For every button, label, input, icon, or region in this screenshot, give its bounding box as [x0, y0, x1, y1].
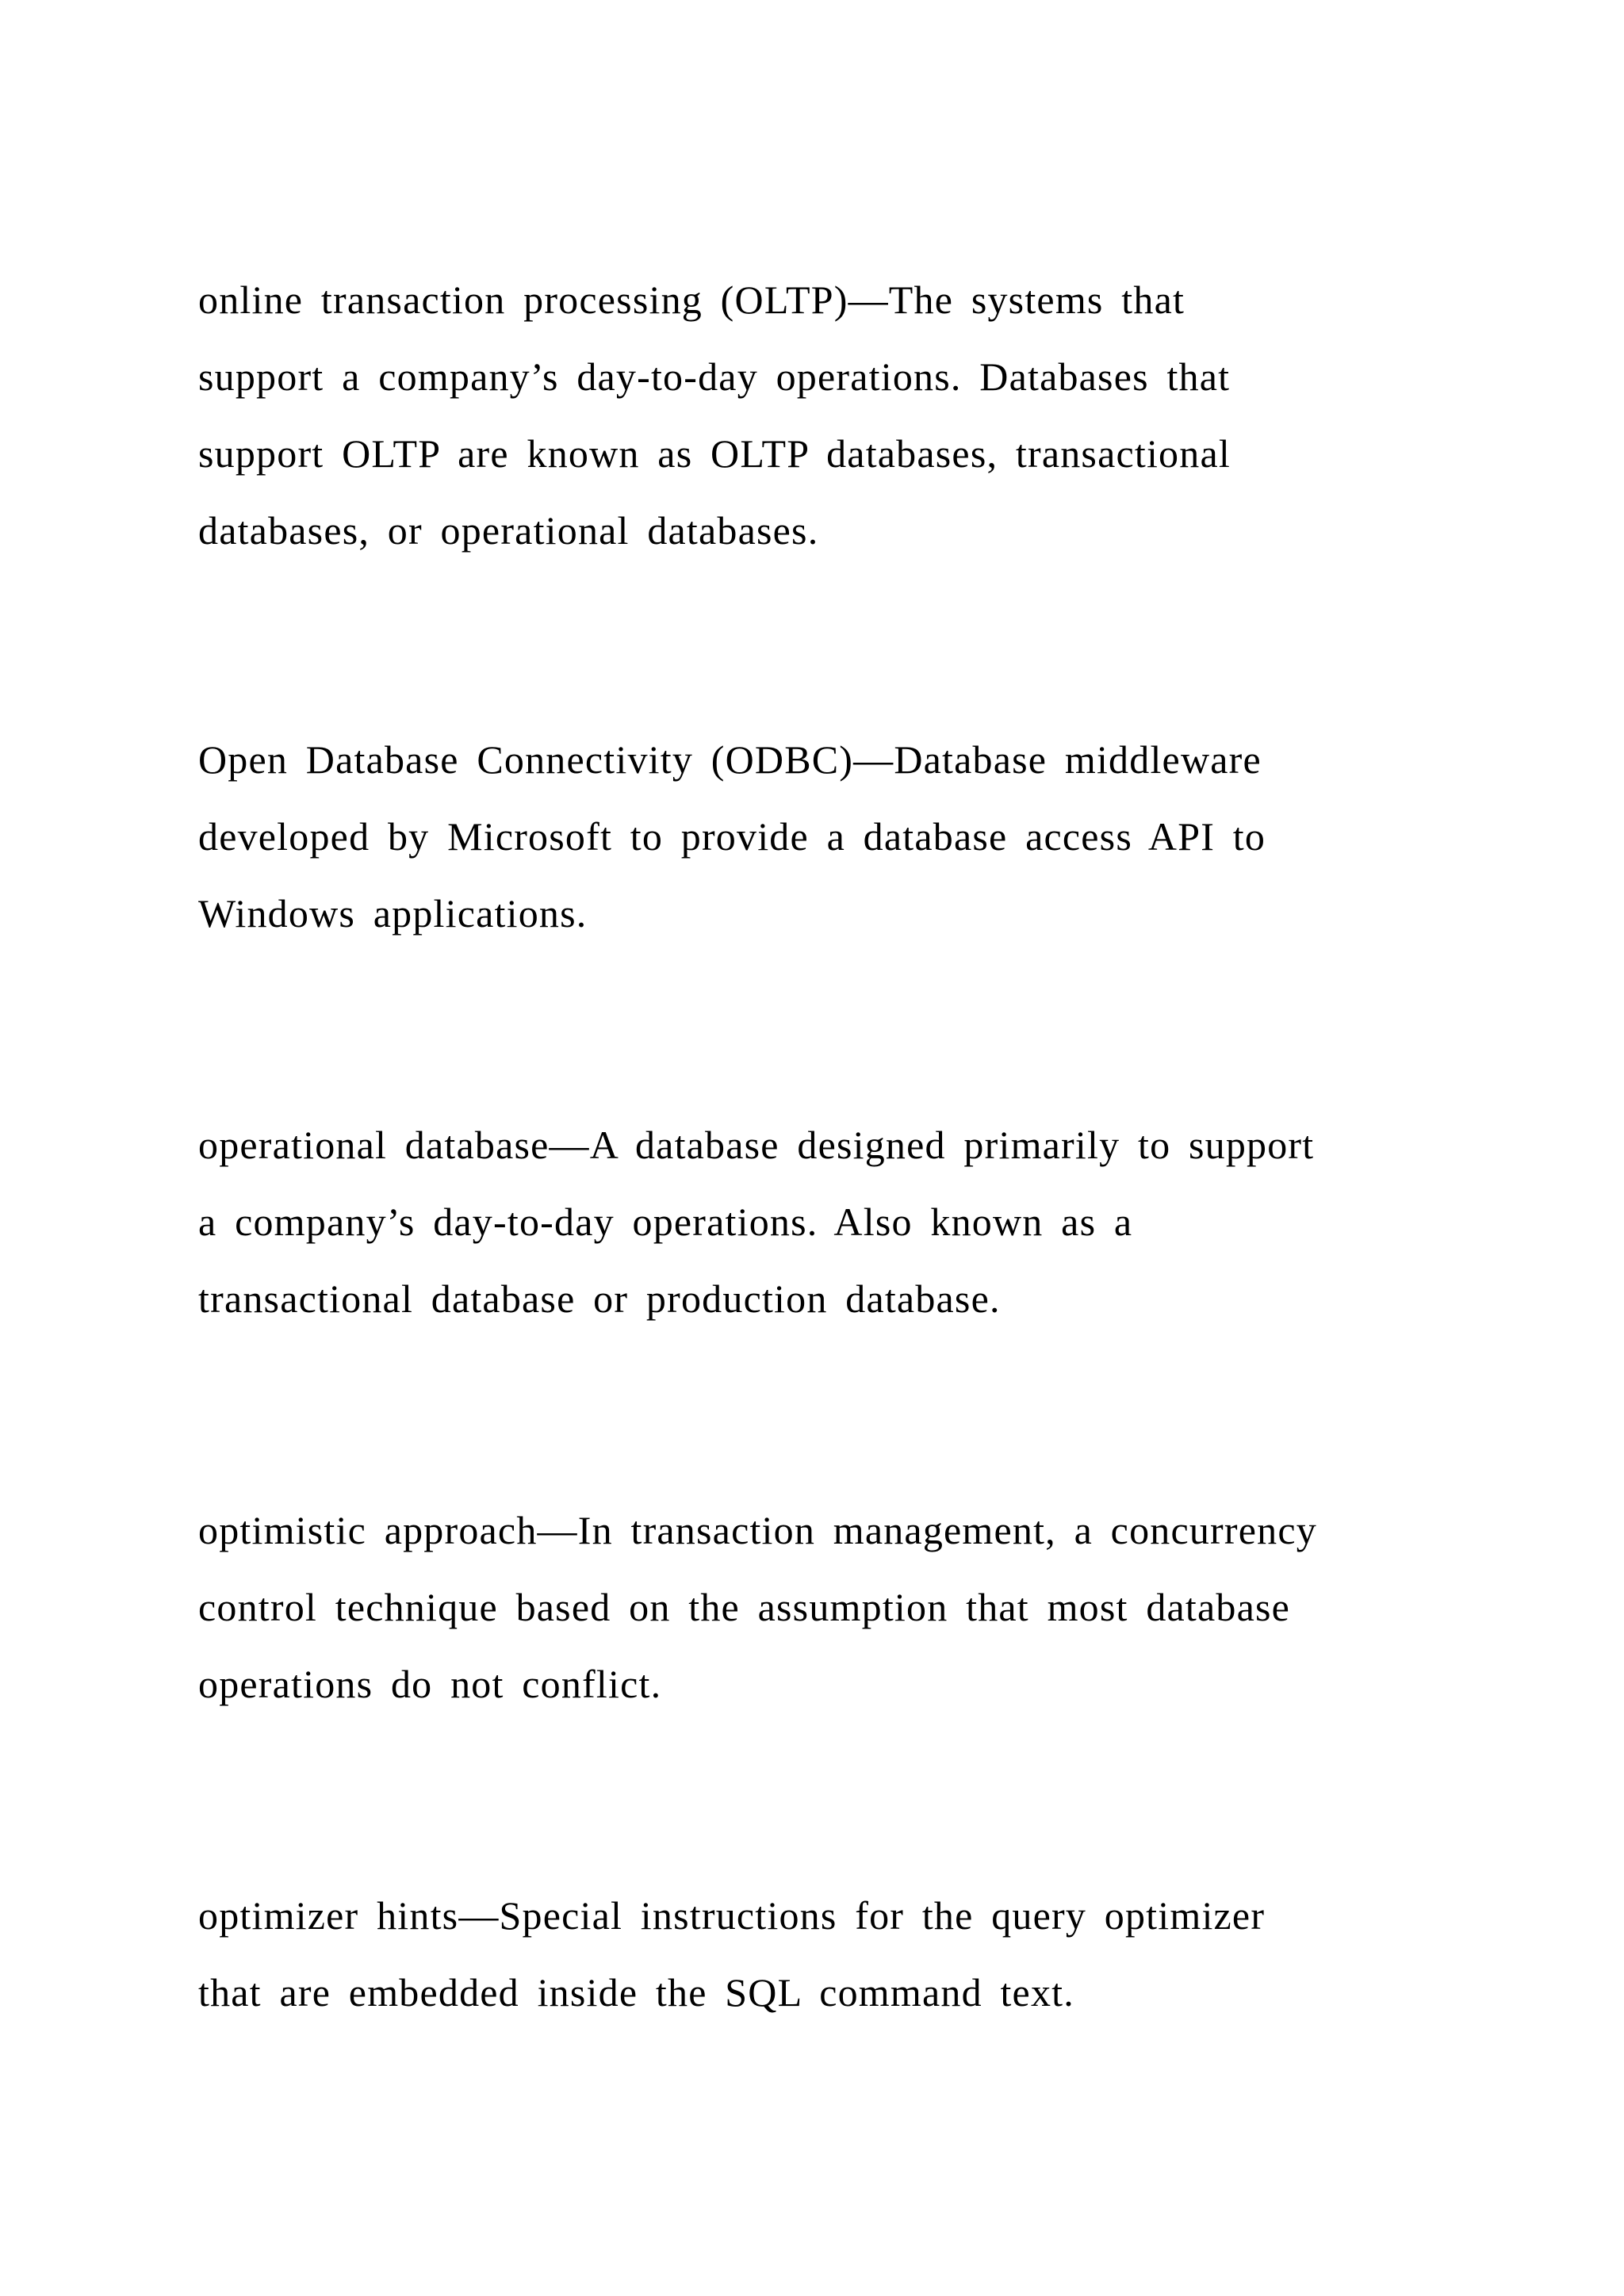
glossary-entry-optimistic-approach — [198, 1492, 1451, 1723]
entry-line: databases, or operational databases. — [198, 508, 819, 553]
entry-line: support a company’s day-to-day operations. Databases that — [198, 354, 1231, 399]
entry-line: control technique based on the assumption that most database — [198, 1585, 1291, 1629]
entry-line: transactional database or production database. — [198, 1276, 1001, 1321]
entry-line: Open Database Connectivity (ODBC)—Database middleware — [198, 737, 1262, 782]
glossary-entry-optimizer-hints — [198, 1877, 1451, 2031]
entry-line: support OLTP are known as OLTP databases, transactional — [198, 431, 1231, 476]
entry-line: a company’s day-to-day operations. Also known as a — [198, 1200, 1133, 1244]
entry-line: operations do not conflict. — [198, 1662, 662, 1706]
entry-line: operational database—A database designed primarily to support — [198, 1123, 1315, 1167]
entry-line: Windows applications. — [198, 891, 588, 936]
entry-line: optimizer hints—Special instructions for the query optimizer — [198, 1893, 1266, 1938]
entry-line: optimistic approach—In transaction management, a concurrency — [198, 1508, 1317, 1552]
glossary-entry-oltp — [198, 262, 1451, 569]
entry-line: developed by Microsoft to provide a database access API to — [198, 814, 1266, 859]
entry-line: that are embedded inside the SQL command text. — [198, 1970, 1074, 2015]
glossary-entry-odbc — [198, 721, 1451, 952]
entry-line: online transaction processing (OLTP)—The systems that — [198, 277, 1185, 322]
glossary-entry-operational-database — [198, 1107, 1451, 1337]
